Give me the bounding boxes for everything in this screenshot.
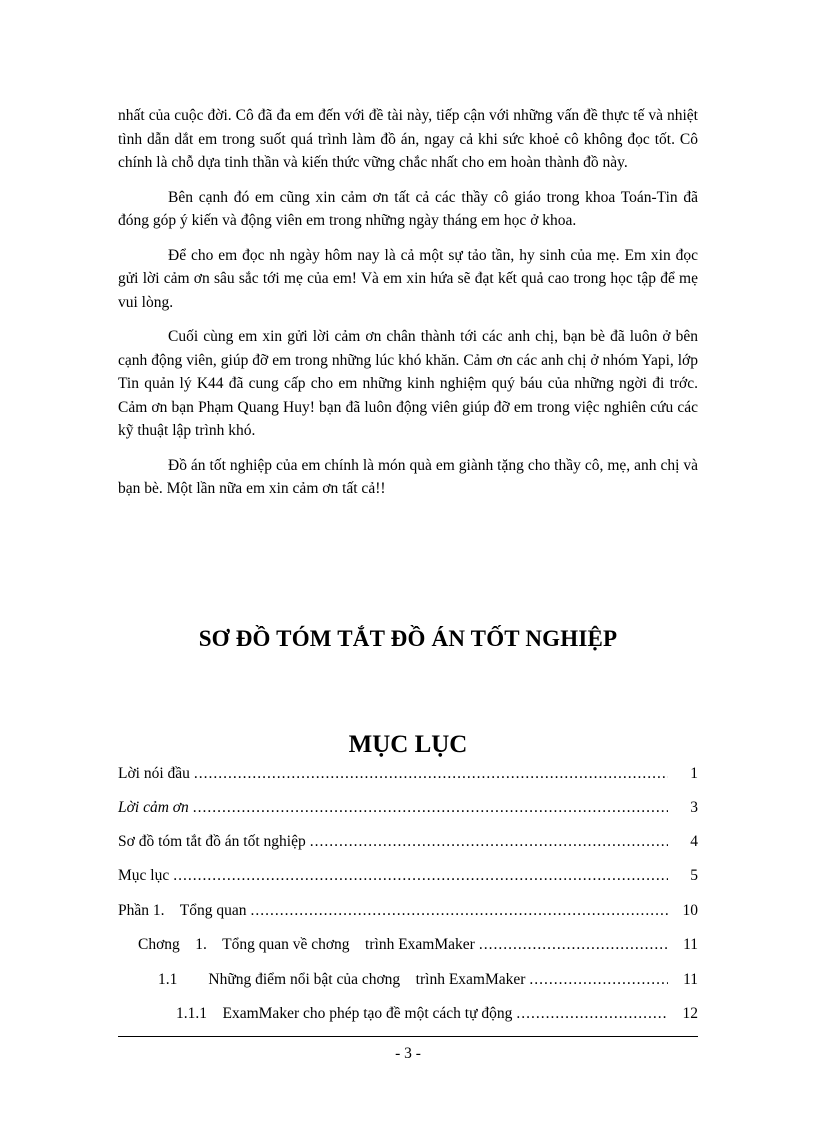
paragraph-2: Bên cạnh đó em cũng xin cảm ơn tất cả các thầy cô giáo trong khoa Toán-Tin đã đóng góp ý kiến và động viên em trong những ngày tháng em học ở khoa. [118, 188, 698, 229]
toc-entry[interactable] [158, 971, 698, 993]
toc-dot-leader [516, 1005, 668, 1023]
toc-entry[interactable] [118, 765, 698, 787]
footer-divider [118, 1036, 698, 1037]
toc-entry-label: Chơng 1. Tổng quan về chơng trình ExamMaker [138, 936, 475, 953]
toc-entry-page: 12 [682, 1005, 698, 1022]
toc-entry-page: 11 [683, 936, 698, 953]
toc-entry[interactable] [118, 867, 698, 889]
toc-entry-page: 10 [682, 902, 698, 919]
toc-dot-leader [194, 765, 668, 783]
toc-entry-label: Lời nói đầu [118, 765, 190, 782]
toc-entry-label: Lời cảm ơn [118, 799, 189, 816]
toc-dot-leader [250, 902, 668, 920]
paragraph-1: nhất của cuộc đời. Cô đã đa em đến với đề tài này, tiếp cận với những vấn đề thực tế và nhiệt tình dẫn dắt em trong suốt quá trình làm đồ án, ngay cả khi sức khoẻ cô không đọc tốt. Cô chính là chỗ dựa tinh thần và kiến thức vững chắc nhất cho em hoàn thành đồ này. [118, 107, 698, 171]
toc-entry-label: 1.1 Những điểm nổi bật của chơng trình ExamMaker [158, 971, 526, 988]
toc-entry-page: 4 [690, 833, 698, 850]
toc-entry-label: Phần 1. Tổng quan [118, 902, 247, 919]
toc-entry[interactable] [118, 799, 698, 821]
paragraph-3: Để cho em đọc nh ngày hôm nay là cả một sự tảo tần, hy sinh của mẹ. Em xin đọc gửi lời cảm ơn sâu sắc tới mẹ của em! Và em xin hứa sẽ đạt kết quả cao trong học tập để mẹ vui lòng. [118, 246, 698, 311]
body-text [118, 104, 698, 501]
toc-entry-page: 3 [690, 799, 698, 816]
toc-heading: MỤC LỤC [348, 731, 468, 758]
toc-entry-page: 5 [690, 867, 698, 884]
toc-dot-leader [479, 936, 668, 954]
toc-entry[interactable] [176, 1005, 698, 1027]
toc-entry-label: 1.1.1 ExamMaker cho phép tạo đề một cách tự động [176, 1005, 513, 1022]
toc-entry-label: Mục lục [118, 867, 170, 884]
paragraph-5: Đồ án tốt nghiệp của em chính là món quà em giành tặng cho thầy cô, mẹ, anh chị và bạn bè. Một lần nữa em xin cảm ơn tất cả!! [118, 456, 698, 497]
paragraph-4: Cuối cùng em xin gửi lời cảm ơn chân thành tới các anh chị, bạn bè đã luôn ở bên cạnh động viên, giúp đỡ em trong những lúc khó khăn. Cảm ơn các anh chị ở nhóm Yapi, lớp Tin quản lý K44 đã cung cấp cho em những kinh nghiệm quý báu của những ngời đi trớc. Cảm ơn bạn Phạm Quang Huy! bạn đã luôn động viên giúp đỡ em trong việc nghiên cứu các kỹ thuật lập trình khó. [118, 328, 698, 439]
toc-entry[interactable] [138, 936, 698, 958]
toc-dot-leader [173, 867, 668, 885]
toc-entry-page: 1 [690, 765, 698, 782]
toc-entry[interactable] [118, 902, 698, 924]
toc-entry[interactable] [118, 833, 698, 855]
summary-heading: SƠ ĐỒ TÓM TẮT ĐỒ ÁN TỐT NGHIỆP [198, 626, 618, 651]
toc-entry-page: 11 [683, 971, 698, 988]
toc-dot-leader [193, 799, 668, 817]
page-number: - 3 - [395, 1045, 421, 1062]
toc-entry-label: Sơ đồ tóm tắt đồ án tốt nghiệp [118, 833, 306, 850]
toc-dot-leader [529, 971, 668, 989]
toc-dot-leader [310, 833, 668, 851]
